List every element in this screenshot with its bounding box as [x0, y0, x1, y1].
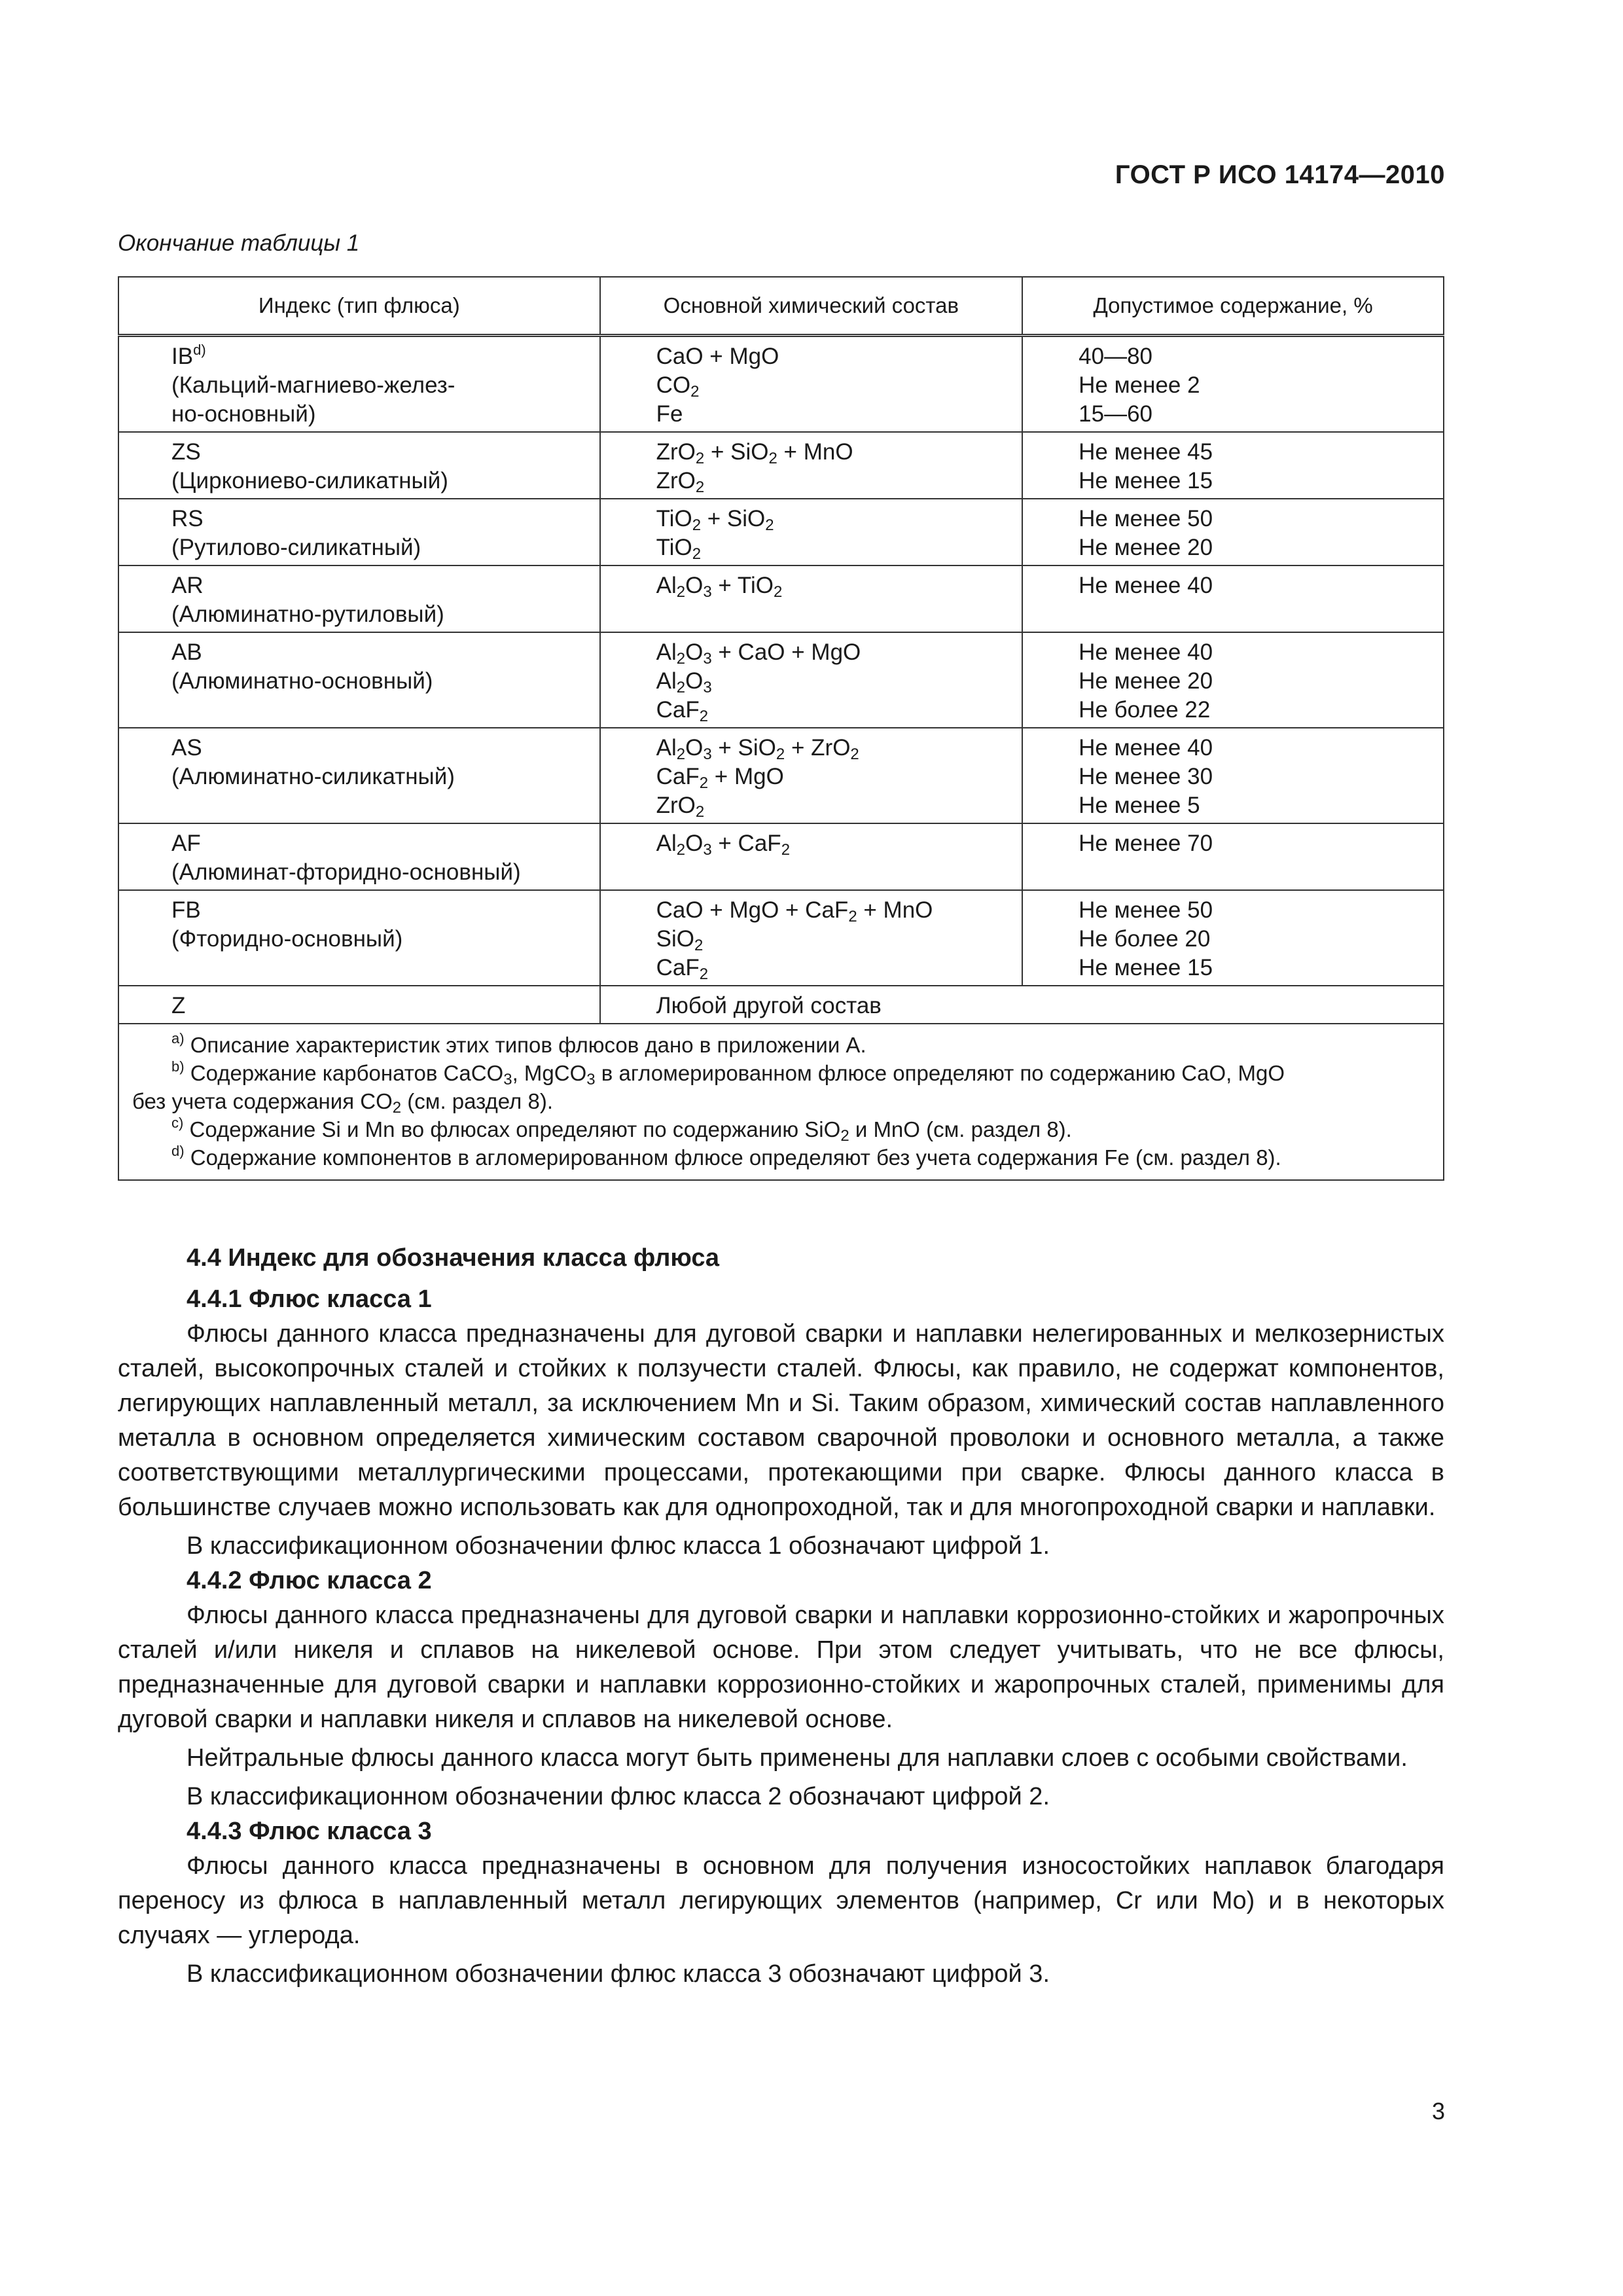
table-header-row	[118, 277, 1444, 336]
footnote-mark: d)	[171, 1143, 185, 1159]
content-line: Не менее 70	[1079, 831, 1213, 856]
content-line: 15—60	[1079, 401, 1153, 427]
flux-composition	[600, 823, 1023, 890]
paragraph: Флюсы данного класса предназначены для дуговой сварки и наплавки нелегированных и мелкозернистых сталей, высокопрочных сталей и стойких к ползучести сталей. Флюсы, как правило, не содержат компонентов, легирующих наплавленный металл, за исключением Mn и Si. Таким образом, химический состав наплавленного металла в основном определяется химическим составом сварочной проволоки и основного металла, а также соответствующими металлургическими процессами, протекающими при сварке. Флюсы данного класса в большинстве случаев можно использовать как для однопроходной, так и для многопроходной сварки и наплавки.	[118, 1320, 1444, 1521]
flux-content	[1022, 728, 1444, 823]
flux-composition	[600, 632, 1023, 728]
flux-code: AS	[171, 735, 202, 761]
content-line: Не менее 40	[1079, 573, 1213, 598]
subsection-heading: 4.4.1 Флюс класса 1	[187, 1285, 432, 1313]
paragraph: В классификационном обозначении флюс класса 1 обозначают цифрой 1.	[187, 1532, 1050, 1560]
flux-content	[1022, 432, 1444, 499]
flux-type-name: (Алюминатно-рутиловый)	[171, 601, 444, 627]
flux-composition: Любой другой состав	[600, 986, 1444, 1024]
footnote-mark: d)	[193, 342, 206, 358]
flux-type-name: (Фторидно-основный)	[171, 926, 403, 952]
table-row-z	[118, 986, 1444, 1024]
flux-index	[118, 432, 600, 499]
flux-table	[118, 276, 1444, 1181]
composition-line: $Al_2O_3$ + CaO + MgO	[656, 639, 861, 668]
content-line: 40—80	[1079, 344, 1153, 369]
flux-type-name: но-основный)	[171, 401, 316, 427]
flux-content	[1022, 632, 1444, 728]
content-line: Не менее 15	[1079, 955, 1213, 980]
paragraph: В классификационном обозначении флюс класса 2 обозначают цифрой 2.	[187, 1783, 1050, 1810]
footnote-mark: a)	[171, 1030, 185, 1047]
flux-type-name: (Циркониево-силикатный)	[171, 468, 448, 493]
flux-code-line	[171, 342, 599, 371]
table-row	[118, 728, 1444, 823]
section-4-4	[118, 1241, 1444, 1992]
table-notes-row	[118, 1024, 1444, 1180]
column-header: Допустимое содержание, %	[1022, 277, 1444, 336]
paragraph: Флюсы данного класса предназначены в основном для получения износостойких наплавок благодаря переносу из флюса в наплавленный металл легирующих элементов (например, Cr или Mo) и в некоторых случаях — углерода.	[118, 1852, 1444, 1949]
section-heading: 4.4 Индекс для обозначения класса флюса	[187, 1244, 720, 1272]
flux-content	[1022, 565, 1444, 632]
content-line: Не менее 5	[1079, 793, 1200, 818]
composition-line: CaF$_2$	[656, 697, 709, 725]
composition-line: $Al_2O_3$	[656, 668, 712, 696]
content-line: Не менее 40	[1079, 639, 1213, 665]
paragraph: Нейтральные флюсы данного класса могут быть применены для наплавки слоев с особыми свойствами.	[187, 1744, 1408, 1772]
table-row	[118, 336, 1444, 433]
content-line: Не менее 50	[1079, 506, 1213, 531]
composition-line: $Al_2O_3 + CaF_2$	[656, 831, 791, 859]
table-body	[118, 336, 1444, 1181]
flux-content	[1022, 890, 1444, 986]
flux-index	[118, 728, 600, 823]
column-header: Индекс (тип флюса)	[118, 277, 600, 336]
composition-line: $Al_2O_3 + TiO_2$	[656, 573, 783, 601]
flux-index	[118, 632, 600, 728]
flux-composition	[600, 499, 1023, 565]
flux-type-name: (Алюминат-фторидно-основный)	[171, 859, 521, 885]
table-caption: Окончание таблицы 1	[118, 230, 360, 256]
composition-line: CaF$_2$ + MgO	[656, 764, 784, 792]
flux-index: Z	[118, 986, 600, 1024]
flux-composition	[600, 432, 1023, 499]
composition-line: SiO$_2$	[656, 926, 704, 954]
composition-line: CaO + MgO + CaF$_2$ + MnO	[656, 897, 933, 925]
content-line: Не менее 45	[1079, 439, 1213, 465]
composition-line: ZrO$_2$	[656, 793, 705, 821]
composition-line: ZrO$_2$ + SiO$_2$ + MnO	[656, 439, 853, 467]
footnote-mark: b)	[171, 1058, 185, 1075]
flux-index	[118, 499, 600, 565]
table-footnote: $^{c)}$ Содержание Si и Mn во флюсах определяют по содержанию SiO$_2$ и MnO (см. раздел 8).	[171, 1115, 1072, 1145]
flux-type-name: (Кальций-магниево-желез-	[171, 372, 455, 398]
flux-content	[1022, 336, 1444, 433]
subsection-heading: 4.4.2 Флюс класса 2	[187, 1567, 432, 1594]
content-line: Не менее 2	[1079, 372, 1200, 398]
table-footnote: $^{a)}$ Описание характеристик этих типов флюсов дано в приложении А.	[171, 1030, 866, 1057]
flux-index	[118, 823, 600, 890]
composition-line: TiO$_2$ + SiO$_2$	[656, 506, 774, 534]
footnote-mark: c)	[171, 1115, 184, 1131]
content-line: Не более 20	[1079, 926, 1211, 952]
content-line: Не менее 15	[1079, 468, 1213, 493]
content-line: Не менее 20	[1079, 535, 1213, 560]
table-footnote: $^{b)}$ Содержание карбонатов CaCO$_3$, MgCO$_3$ в агломерированном флюсе определяют по содержанию CaO, MgO	[171, 1058, 1285, 1088]
flux-content	[1022, 823, 1444, 890]
flux-type-name: (Рутилово-силикатный)	[171, 535, 421, 560]
table-footnote: $^{d)}$ Содержание компонентов в агломерированном флюсе определяют без учета содержания Fe (см. раздел 8).	[171, 1143, 1281, 1170]
flux-code: AB	[171, 639, 202, 665]
table-notes	[118, 1024, 1444, 1180]
paragraph: В классификационном обозначении флюс класса 3 обозначают цифрой 3.	[187, 1960, 1050, 1988]
composition-line: ZrO$_2$	[656, 468, 705, 496]
standard-code: ГОСТ Р ИСО 14174—2010	[1115, 160, 1445, 189]
composition-line: CaO + MgO	[656, 344, 779, 369]
flux-index	[118, 336, 600, 433]
page-number: 3	[1431, 2098, 1445, 2125]
composition-line: CaF$_2$	[656, 955, 709, 983]
table-row	[118, 632, 1444, 728]
flux-composition	[600, 728, 1023, 823]
table-footnote: без учета содержания $CO_2$ (см. раздел 8).	[132, 1089, 553, 1117]
composition-line: $Al_2O_3 + SiO_2 + ZrO_2$	[656, 735, 859, 763]
paragraph: Флюсы данного класса предназначены для дуговой сварки и наплавки коррозионно-стойких и жаропрочных сталей и/или никеля и сплавов на никелевой основе. При этом следует учитывать, что не все флюсы, предназначенные для дуговой сварки и наплавки коррозионно-стойких и жаропрочных сталей, применимы для дуговой сварки и наплавки никеля и сплавов на никелевой основе.	[118, 1602, 1444, 1733]
flux-composition	[600, 336, 1023, 433]
subsection-heading: 4.4.3 Флюс класса 3	[187, 1818, 432, 1845]
flux-type-name: (Алюминатно-основный)	[171, 668, 433, 694]
flux-composition	[600, 565, 1023, 632]
composition-line: Fe	[656, 401, 683, 427]
table-row	[118, 565, 1444, 632]
composition-line: $CO_2$	[656, 372, 700, 401]
table-row	[118, 432, 1444, 499]
flux-code: AF	[171, 831, 201, 856]
flux-code: IB	[171, 344, 194, 369]
flux-content	[1022, 499, 1444, 565]
content-line: Не менее 20	[1079, 668, 1213, 694]
flux-code: RS	[171, 506, 204, 531]
table-row	[118, 499, 1444, 565]
flux-code: ZS	[171, 439, 201, 465]
column-header: Основной химический состав	[600, 277, 1023, 336]
flux-index	[118, 890, 600, 986]
content-line: Не менее 50	[1079, 897, 1213, 923]
table-row	[118, 823, 1444, 890]
table-row	[118, 890, 1444, 986]
flux-code: AR	[171, 573, 204, 598]
content-line: Не менее 40	[1079, 735, 1213, 761]
flux-composition	[600, 890, 1023, 986]
content-line: Не менее 30	[1079, 764, 1213, 789]
content-line: Не более 22	[1079, 697, 1211, 723]
flux-type-name: (Алюминатно-силикатный)	[171, 764, 455, 789]
flux-code: FB	[171, 897, 201, 923]
flux-index	[118, 565, 600, 632]
composition-line: TiO$_2$	[656, 535, 702, 563]
